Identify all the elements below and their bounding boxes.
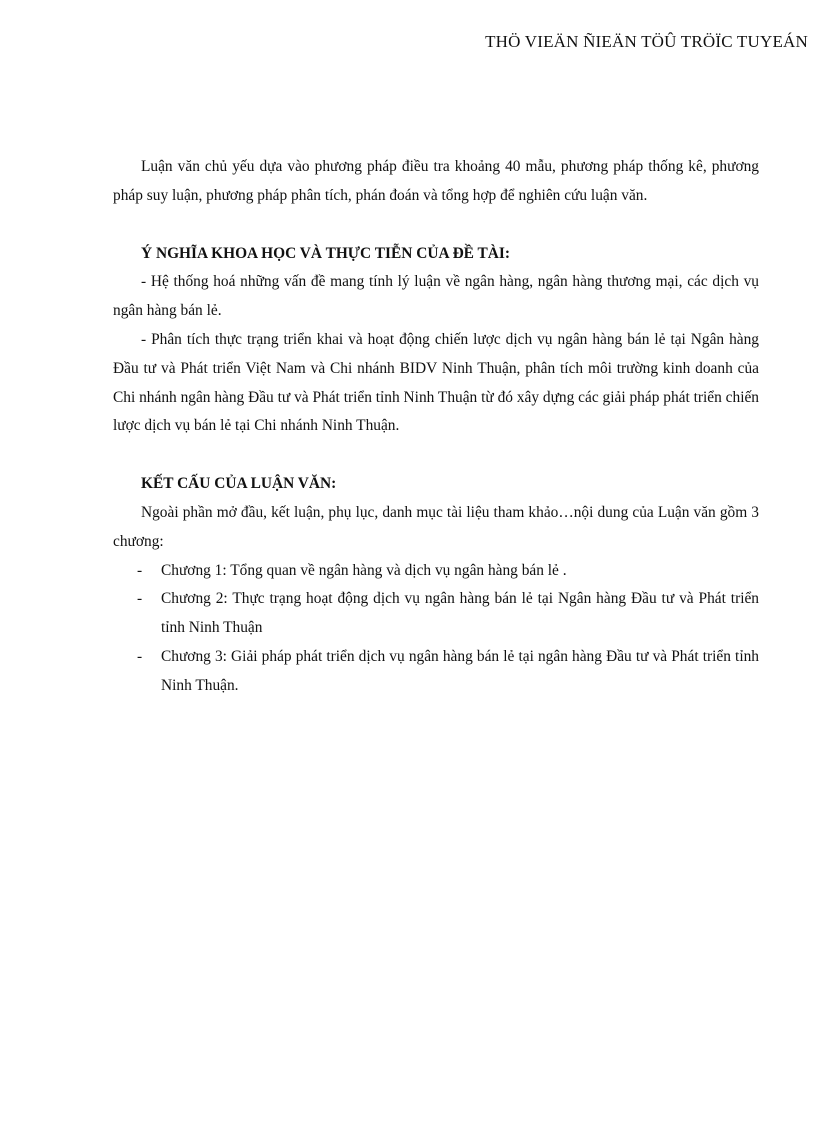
chapter-list — [113, 557, 759, 701]
page-header: THÖ VIEÄN ÑIEÄN TÖÛ TRÖÏC TUYEÁN — [485, 32, 808, 51]
significance-paragraph: - Hệ thống hoá những vấn đề mang tính lý luận về ngân hàng, ngân hàng thương mại, các dịch vụ ngân hàng bán lẻ. — [113, 273, 759, 320]
significance-heading: Ý NGHĨA KHOA HỌC VÀ THỰC TIỄN CỦA ĐỀ TÀI: — [141, 244, 511, 262]
chapter-text: Chương 1: Tổng quan về ngân hàng và dịch vụ ngân hàng bán lẻ . — [161, 561, 567, 579]
intro-paragraph: Luận văn chủ yếu dựa vào phương pháp điều tra khoảng 40 mẫu, phương pháp thống kê, phương pháp suy luận, phương pháp phân tích, phán đoán và tổng hợp để nghiên cứu luận văn. — [113, 158, 759, 204]
structure-intro-paragraph: Ngoài phần mở đầu, kết luận, phụ lục, danh mục tài liệu tham khảo…nội dung của Luận văn gồm 3 chương: — [113, 503, 759, 550]
list-item — [113, 585, 759, 643]
section-spacer — [113, 441, 759, 470]
list-item — [113, 643, 759, 701]
structure-heading: KẾT CẤU CỦA LUẬN VĂN: — [141, 475, 337, 493]
significance-paragraph: - Phân tích thực trạng triển khai và hoạt động chiến lược dịch vụ ngân hàng bán lẻ tại Ngân hàng Đầu tư và Phát triển Việt Nam và Chi nhánh BIDV Ninh Thuận, phân tích môi trường kinh doanh của Chi nhánh ngân hàng Đầu tư và Phát triển tỉnh Ninh Thuận từ đó xây dựng các giải pháp phát triển chiến lược dịch vụ bán lẻ tại Chi nhánh Ninh Thuận. — [113, 330, 759, 435]
section-spacer — [113, 211, 759, 240]
list-item — [113, 557, 759, 586]
list-dash: - — [137, 590, 143, 608]
chapter-text: Chương 3: Giải pháp phát triển dịch vụ ngân hàng bán lẻ tại ngân hàng Đầu tư và Phát triển tỉnh Ninh Thuận. — [161, 647, 759, 694]
chapter-text: Chương 2: Thực trạng hoạt động dịch vụ ngân hàng bán lẻ tại Ngân hàng Đầu tư và Phát triển tỉnh Ninh Thuận — [161, 590, 759, 637]
page-content — [113, 153, 759, 701]
list-dash: - — [137, 561, 143, 579]
list-dash: - — [137, 647, 143, 665]
